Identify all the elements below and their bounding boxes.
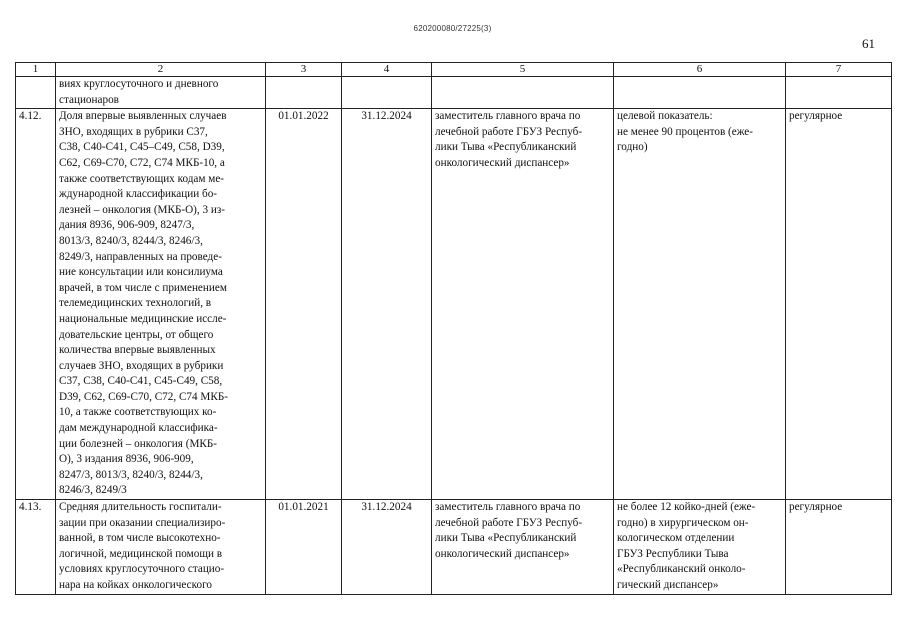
frequency-cell: регулярное (786, 109, 892, 500)
start-date-cell (266, 77, 342, 109)
column-number-row (16, 63, 892, 77)
indicator-cell: Доля впервые выявленных случаев ЗНО, входящих в рубрики С37, С38, С40-С41, С45–С49, С58, D39, С62, С69-С70, С72, С74 МКБ-10, а также соответствующих кодам ме- ждународной классификации бо- лезней – онкология (МКБ-О), 3 из- дания 8936, 906-909, 8247/3, 8013/3, 8240/3, 8244/3, 8246/3, 8249/3, направленных на проведе- ние консультации или консилиума врачей, в том числе с применением телемедицинских технологий, в национальные медицинские иссле- довательские центры, от общего количества впервые выявленных случаев ЗНО, входящих в рубрики С37, С38, С40-С41, С45-С49, С58, D39, С62, С69-С70, С72, С74 МКБ- 10, а также соответствующих ко- дам международной классифика- ции болезней – онкология (МКБ- О), 3 издания 8936, 906-909, 8247/3, 8013/3, 8240/3, 8244/3, 8246/3, 8249/3 (56, 109, 266, 500)
frequency-cell (786, 77, 892, 109)
row-number-cell: 4.13. (16, 500, 56, 595)
column-header: 6 (614, 63, 786, 77)
column-header: 7 (786, 63, 892, 77)
start-date-cell: 01.01.2021 (266, 500, 342, 595)
continuation-row (16, 77, 892, 109)
frequency-cell: регулярное (786, 500, 892, 595)
responsible-cell: заместитель главного врача по лечебной работе ГБУЗ Респуб- лики Тыва «Республиканский онкологический диспансер» (432, 500, 614, 595)
indicator-cell: виях круглосуточного и дневного стационаров (56, 77, 266, 109)
end-date-cell: 31.12.2024 (342, 109, 432, 500)
column-header: 3 (266, 63, 342, 77)
responsible-cell (432, 77, 614, 109)
page-number: 61 (862, 36, 875, 51)
target-cell: не более 12 койко-дней (еже- годно) в хирургическом он- кологическом отделении ГБУЗ Республики Тыва «Республиканский онколо- гический диспансер» (614, 500, 786, 595)
indicator-cell: Средняя длительность госпитали- зации при оказании специализиро- ванной, в том числе высокотехно- логичной, медицинской помощи в условиях круглосуточного стацио- нара на койках онкологического (56, 500, 266, 595)
end-date-cell (342, 77, 432, 109)
responsible-cell: заместитель главного врача по лечебной работе ГБУЗ Респуб- лики Тыва «Республиканский онкологический диспансер» (432, 109, 614, 500)
column-header: 5 (432, 63, 614, 77)
target-cell (614, 77, 786, 109)
table-row (16, 109, 892, 500)
document-id: 620200080/27225(3) (413, 24, 492, 33)
column-header: 4 (342, 63, 432, 77)
start-date-cell: 01.01.2022 (266, 109, 342, 500)
column-header: 1 (16, 63, 56, 77)
column-header: 2 (56, 63, 266, 77)
row-number-cell: 4.12. (16, 109, 56, 500)
table-row (16, 500, 892, 595)
end-date-cell: 31.12.2024 (342, 500, 432, 595)
target-cell: целевой показатель: не менее 90 процентов (еже- годно) (614, 109, 786, 500)
row-number-cell (16, 77, 56, 109)
action-plan-table (15, 62, 892, 595)
